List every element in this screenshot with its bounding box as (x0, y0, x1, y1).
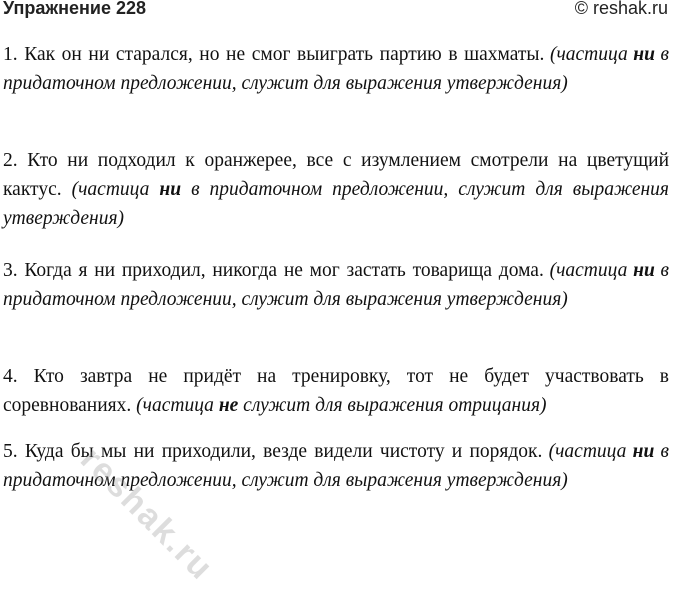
note-particle: ни (159, 179, 182, 200)
item-sentence: 3. Когда я ни приходил, никогда не мог застать товарища дома. (3, 260, 544, 281)
note-rest: в придаточном предложении, служит для выражения утверждения) (3, 260, 670, 310)
item-sentence: 4. Кто завтра не придёт на тренировку, тот не будет участвовать в соревнованиях. (3, 366, 669, 416)
note-rest: в придаточном предложении, служит для выражения утверждения) (3, 179, 669, 229)
note-open: (частица (549, 44, 634, 65)
item-sentence: 2. Кто ни подходил к оранжерее, все с изумлением смотрели на цветущий кактус. (3, 150, 669, 200)
note-rest: в придаточном предложении, служит для выражения утверждения) (3, 441, 669, 491)
note-open: (частица (548, 441, 633, 462)
item-note (3, 179, 669, 229)
note-particle: ни (632, 441, 655, 462)
note-rest: служит для выражения отрицания) (238, 395, 547, 416)
exercise-item-2 (3, 146, 669, 233)
exercise-title: Упражнение 228 (3, 0, 147, 18)
source-credit: © reshak.ru (574, 0, 668, 18)
exercise-header (0, 0, 674, 22)
item-sentence: 1. Как он ни старался, но не смог выиграть партию в шахматы. (3, 44, 545, 65)
watermark: reshak.ru (73, 440, 221, 588)
item-note (136, 395, 546, 416)
note-particle: не (218, 395, 239, 416)
exercise-item-5 (3, 437, 669, 495)
item-sentence: 5. Куда бы мы ни приходили, везде видели чистоту и порядок. (3, 441, 543, 462)
exercise-item-4 (3, 362, 669, 420)
note-rest: в придаточном предложении, служит для выражения утверждения) (3, 44, 670, 94)
note-particle: ни (633, 44, 655, 65)
note-open: (частица (549, 260, 634, 281)
note-open: (частица (71, 179, 160, 200)
exercise-item-3 (3, 256, 669, 314)
exercise-item-1 (3, 40, 669, 98)
note-open: (частица (136, 395, 219, 416)
note-particle: ни (633, 260, 655, 281)
